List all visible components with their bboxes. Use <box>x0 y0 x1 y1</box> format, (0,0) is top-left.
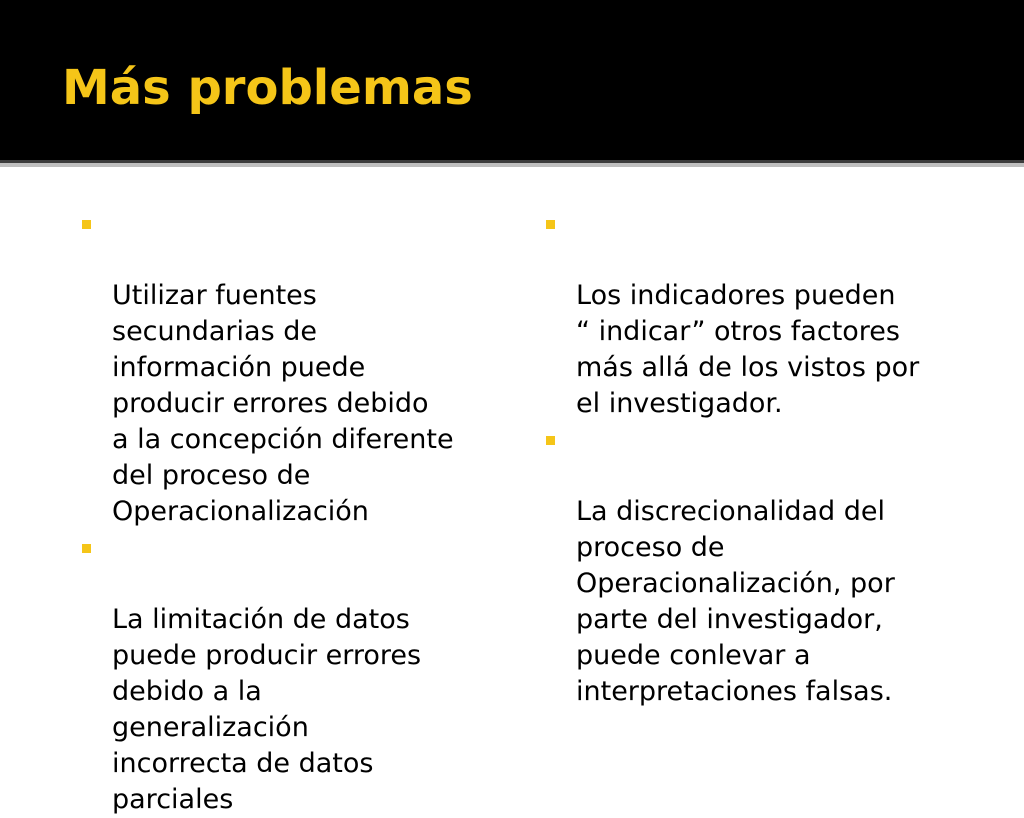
bullet-text: Utilizar fuentes secundarias de información puede producir errores debido a la concepción diferente del proceso de Operacionalización <box>112 280 454 527</box>
title-bar <box>0 0 1024 160</box>
list-item <box>540 206 970 422</box>
bullet-text: La limitación de datos puede producir errores debido a la generalización incorrecta de datos parciales <box>112 604 422 815</box>
left-bullet-list <box>76 206 506 818</box>
bullet-text: La discrecionalidad del proceso de Operacionalización, por parte del investigador, puede conlevar a interpretaciones falsas. <box>576 496 895 707</box>
list-item <box>76 530 506 818</box>
square-bullet-icon <box>82 220 91 229</box>
square-bullet-icon <box>546 220 555 229</box>
right-bullet-list <box>540 206 970 710</box>
square-bullet-icon <box>546 436 555 445</box>
square-bullet-icon <box>82 544 91 553</box>
bullet-text: Los indicadores pueden “ indicar” otros factores más allá de los vistos por el investigador. <box>576 280 920 419</box>
list-item <box>540 422 970 710</box>
title-divider-light <box>0 163 1024 167</box>
list-item <box>76 206 506 530</box>
slide-title: Más problemas <box>62 60 473 116</box>
